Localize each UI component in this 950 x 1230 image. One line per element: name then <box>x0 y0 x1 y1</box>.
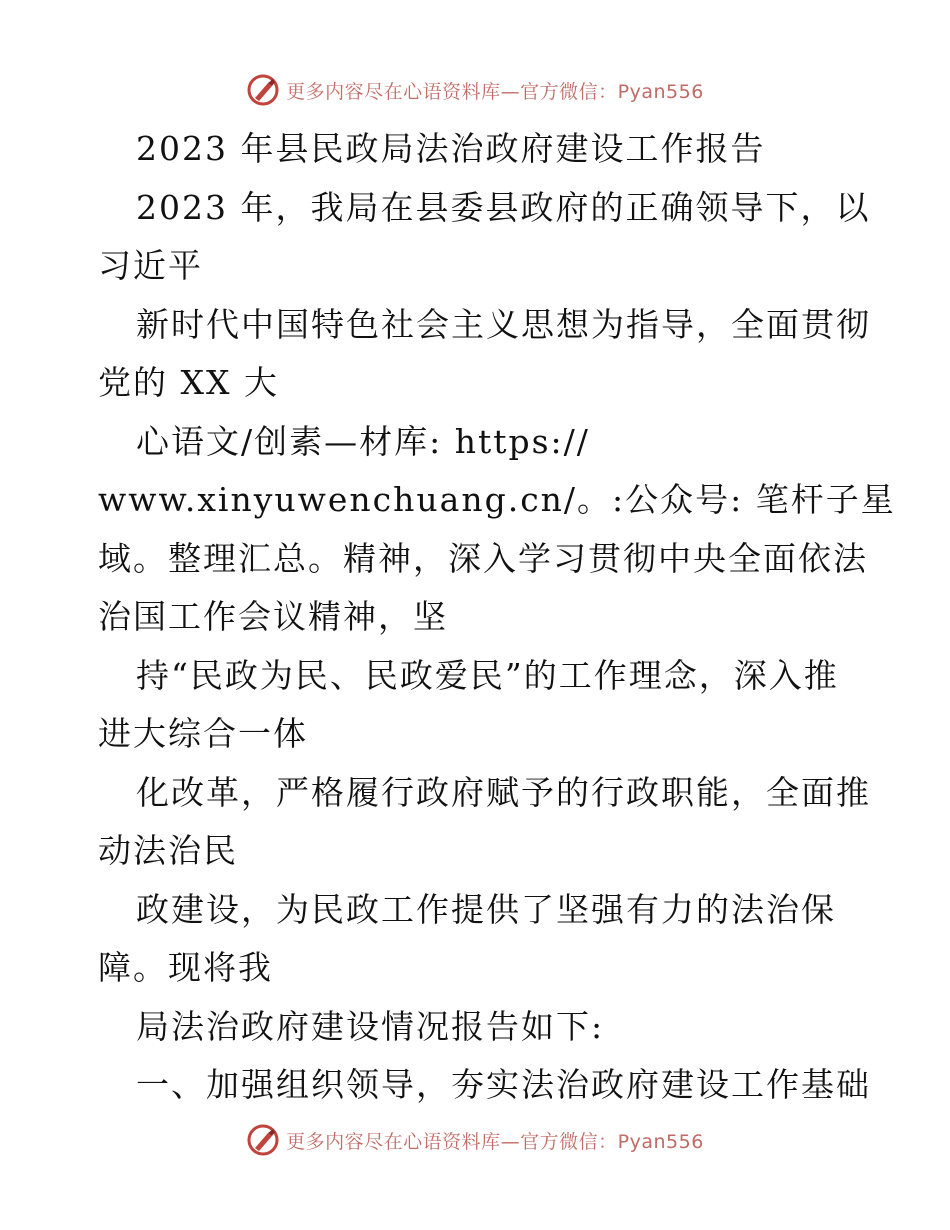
text-line: 心语文/创素—材库: https:// <box>136 421 590 461</box>
text-line: 治国工作会议精神，坚 <box>98 597 448 636</box>
text-line: 2023 年，我局在县委县政府的正确领导下，以 <box>136 187 871 227</box>
pen-logo-icon <box>246 1123 280 1157</box>
header-watermark <box>0 70 950 110</box>
text-line: 习近平 <box>98 246 203 285</box>
footer-watermark <box>0 1120 950 1160</box>
text-line: 一、加强组织领导，夯实法治政府建设工作基础 <box>136 1065 871 1104</box>
text-line: 域。整理汇总。精神，深入学习贯彻中央全面依法 <box>98 538 868 578</box>
text-line: 党的 XX 大 <box>98 363 279 402</box>
text-line: 进大综合一体 <box>98 714 308 753</box>
pen-logo-icon <box>246 73 280 107</box>
watermark-text: 更多内容尽在心语资料库—官方微信：Pyan556 <box>286 1130 704 1153</box>
text-line: www.xinyuwenchuang.cn/。:公众号: 笔杆子星 <box>98 480 896 519</box>
text-line: 2023 年县民政局法治政府建设工作报告 <box>136 129 766 168</box>
text-line: 障。现将我 <box>98 948 273 987</box>
text-line: 局法治政府建设情况报告如下: <box>136 1006 605 1046</box>
text-line: 动法治民 <box>98 831 238 870</box>
document-body <box>98 120 896 1115</box>
text-line: 化改革，严格履行政府赋予的行政职能，全面推 <box>136 772 871 812</box>
text-line: 新时代中国特色社会主义思想为指导，全面贯彻 <box>136 304 871 344</box>
text-line: 持“民政为民、民政爱民”的工作理念，深入推 <box>136 655 839 695</box>
watermark-text: 更多内容尽在心语资料库—官方微信：Pyan556 <box>286 80 704 103</box>
text-line: 政建设，为民政工作提供了坚强有力的法治保 <box>136 889 836 929</box>
